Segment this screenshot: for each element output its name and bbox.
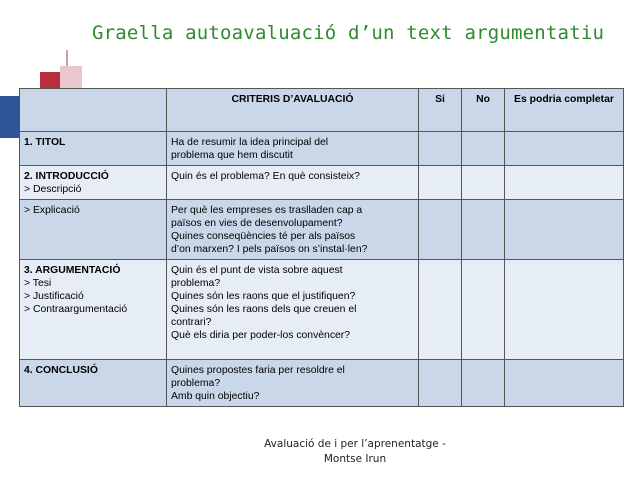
- header-criteria: CRITERIS D’AVALUACIÓ: [167, 89, 419, 132]
- table-row: [20, 260, 624, 360]
- row-criteria: [167, 166, 419, 200]
- criteria-line: Quines propostes faria per resoldre el: [171, 365, 345, 376]
- criteria-line: problema que hem discutit: [171, 150, 293, 161]
- section-label-line: > Justificació: [24, 291, 84, 302]
- row-section-label: [20, 200, 167, 260]
- table-row: [20, 200, 624, 260]
- page-title: Graella autoavaluació d’un text argumentatiu: [92, 22, 605, 44]
- cell-si[interactable]: [419, 260, 462, 360]
- criteria-line: d’on marxen? I pels països on s’instal·len?: [171, 244, 368, 255]
- row-criteria: [167, 132, 419, 166]
- cell-si[interactable]: [419, 166, 462, 200]
- row-criteria: [167, 200, 419, 260]
- criteria-line: Quines són les raons dels que creuen el: [171, 304, 357, 315]
- section-label-line: 4. CONCLUSIÓ: [24, 365, 98, 376]
- criteria-line: Amb quin objectiu?: [171, 391, 260, 402]
- cell-no[interactable]: [462, 260, 505, 360]
- cell-si[interactable]: [419, 132, 462, 166]
- footer-line: Montse Irun: [323, 453, 387, 465]
- criteria-line: Per què les empreses es traslladen cap a: [171, 205, 363, 216]
- section-label-line: 2. INTRODUCCIÓ: [24, 171, 109, 182]
- header-es-podria-completar: Es podria completar: [505, 89, 624, 132]
- section-label-line: > Contraargumentació: [24, 304, 128, 315]
- criteria-line: Quines són les raons que el justifiquen?: [171, 291, 356, 302]
- footer-credit: [200, 437, 510, 467]
- cell-es-podria-completar[interactable]: [505, 132, 624, 166]
- cell-no[interactable]: [462, 200, 505, 260]
- header-empty-cell: [20, 89, 167, 132]
- row-section-label: [20, 260, 167, 360]
- criteria-line: contrari?: [171, 317, 212, 328]
- section-label-line: 1. TITOL: [24, 137, 66, 148]
- header-si: Si: [419, 89, 462, 132]
- row-section-label: [20, 360, 167, 407]
- row-criteria: [167, 360, 419, 407]
- table-header-row: [20, 89, 624, 132]
- section-label-line: 3. ARGUMENTACIÓ: [24, 265, 121, 276]
- cell-si[interactable]: [419, 360, 462, 407]
- footer-line: Avaluació de i per l’aprenentatge -: [264, 438, 446, 450]
- cell-si[interactable]: [419, 200, 462, 260]
- section-label-line: > Explicació: [24, 205, 80, 216]
- criteria-line: problema?: [171, 378, 221, 389]
- row-section-label: [20, 132, 167, 166]
- row-section-label: [20, 166, 167, 200]
- table-row: [20, 132, 624, 166]
- criteria-line: problema?: [171, 278, 221, 289]
- evaluation-table: [19, 88, 624, 407]
- cell-no[interactable]: [462, 360, 505, 407]
- cell-no[interactable]: [462, 132, 505, 166]
- decorative-bar-blue: [0, 96, 20, 138]
- cell-es-podria-completar[interactable]: [505, 166, 624, 200]
- section-label-line: > Tesi: [24, 278, 52, 289]
- criteria-line: Quin és el punt de vista sobre aquest: [171, 265, 343, 276]
- cell-no[interactable]: [462, 166, 505, 200]
- cell-es-podria-completar[interactable]: [505, 260, 624, 360]
- criteria-line: països en vies de desenvolupament?: [171, 218, 343, 229]
- table-row: [20, 360, 624, 407]
- criteria-line: Quin és el problema? En què consisteix?: [171, 171, 360, 182]
- header-no: No: [462, 89, 505, 132]
- table-row: [20, 166, 624, 200]
- criteria-line: Ha de resumir la idea principal del: [171, 137, 329, 148]
- section-label-line: > Descripció: [24, 184, 82, 195]
- criteria-line: Quines conseqüències té per als països: [171, 231, 356, 242]
- cell-es-podria-completar[interactable]: [505, 360, 624, 407]
- cell-es-podria-completar[interactable]: [505, 200, 624, 260]
- criteria-line: Què els diria per poder-los convèncer?: [171, 330, 351, 341]
- row-criteria: [167, 260, 419, 360]
